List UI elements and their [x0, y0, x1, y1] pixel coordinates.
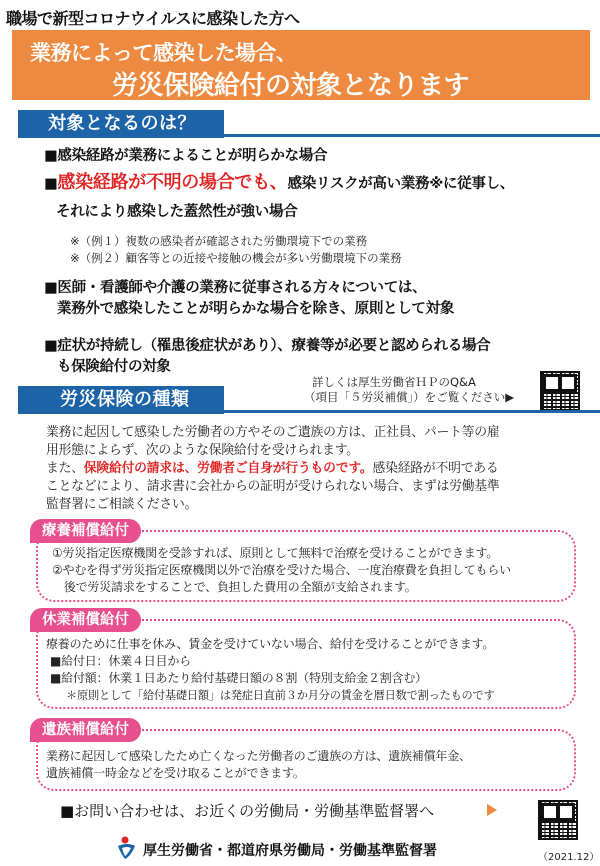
- bullet-medical-line2: 業務外で感染したことが明らかな場合を除き、原則として対象: [57, 301, 455, 317]
- intro-para-line2: 用形態によらず、次のような保険給付を受けられます。: [46, 443, 359, 458]
- bullet-route-unknown-line2: それにより感染した蓋然性が強い場合: [56, 204, 298, 220]
- claim-para-suffix: 感染経路が不明である: [372, 461, 499, 476]
- reference-text: [304, 375, 514, 405]
- reference-line1: 詳しくは厚生労働省ＨＰのQ&A: [312, 375, 476, 389]
- benefit-title-survivor: 遺族補償給付: [30, 718, 141, 742]
- benefit-title-medical: 療養補償給付: [30, 519, 141, 543]
- mhlw-logo-icon: [115, 834, 139, 860]
- issue-date: （2021.12）: [538, 852, 600, 863]
- note-example1: ※（例１）複数の感染者が確認された労働環境下での業務: [70, 234, 368, 248]
- benefit-medical-line1: ①労災指定医療機関を受診すれば、原則として無料で治療を受けることができます。: [52, 546, 499, 560]
- claim-para-line2: ことなどにより、請求書に会社からの証明が受けられない場合、まずは労働基準: [46, 479, 500, 494]
- triangle-right-icon: [487, 804, 497, 816]
- qr-code-icon-footer[interactable]: [538, 800, 578, 840]
- note-example2: ※（例２）顧客等との近接や接触の機会が多い労働環境下の業務: [70, 251, 402, 265]
- benefit-leave-line2: ■給付日：休業４日目から: [50, 654, 191, 668]
- organization-name: 厚生労働省・都道府県労働局・労働基準監督署: [143, 843, 437, 859]
- bullet-red-emphasis: 感染経路が不明の場合でも、: [57, 172, 288, 193]
- banner-line1: 業務によって感染した場合、: [30, 41, 297, 65]
- claim-para-emphasis: 保険給付の請求は、労働者ご自身が行うものです。: [83, 461, 373, 476]
- claim-para-line1: [46, 460, 499, 478]
- bullet-rest: 感染リスクが高い業務※に従事し、: [287, 176, 515, 192]
- bullet-medical-line1: ■医師・看護師や介護の業務に従事される方々については、: [44, 280, 427, 296]
- benefit-leave-line1: 療養のために仕事を休み、賃金を受けていない場合、給付を受けることができます。: [46, 637, 495, 651]
- benefit-title-leave: 休業補償給付: [30, 608, 141, 632]
- claim-para-line3: 監督署にご相談ください。: [46, 497, 198, 512]
- bullet-route-unknown: [44, 172, 514, 195]
- bullet-mark: ■: [44, 176, 58, 192]
- section1-heading: 対象となるのは？: [18, 110, 224, 138]
- title-banner: [12, 30, 590, 100]
- contact-text: ■お問い合わせは、お近くの労働局・労働基準監督署へ: [60, 802, 435, 820]
- qr-code-icon[interactable]: [540, 371, 580, 411]
- benefit-survivor-line2: 遺族補償一時金などを受け取ることができます。: [46, 766, 305, 780]
- bullet-long-covid-line1: ■症状が持続し（罹患後症状があり）、療養等が必要と認められる場合: [44, 338, 491, 354]
- reference-line2: （項目「５労災補償」）をご覧ください▶: [304, 390, 515, 404]
- intro-para-line1: 業務に起因して感染した労働者の方やそのご遺族の方は、正社員、パート等の雇: [46, 425, 500, 440]
- banner-line2: 労災保険給付の対象となります: [112, 71, 470, 101]
- bullet-long-covid-line2: も保険給付の対象: [57, 359, 171, 375]
- section2-heading: 労災保険の種類: [18, 386, 224, 414]
- benefit-medical-line2: ②やむを得ず労災指定医療機関以外で治療を受けた場合、一度治療費を負担してもらい: [52, 563, 511, 577]
- claim-para-prefix: また、: [46, 461, 84, 476]
- benefit-leave-note: ＊原則として「給付基礎日額」は発症日直前３か月分の賃金を暦日数で割ったものです: [66, 689, 495, 702]
- benefit-survivor-line1: 業務に起因して感染したため亡くなった労働者のご遺族の方は、遺族補償年金、: [46, 749, 471, 763]
- bullet-route-known: ■感染経路が業務によることが明らかな場合: [44, 148, 328, 164]
- top-title: 職場で新型コロナウイルスに感染した方へ: [6, 9, 300, 28]
- benefit-medical-line3: 後で労災請求をすることで、負担した費用の全額が支給されます。: [52, 580, 417, 594]
- benefit-leave-line3: ■給付額：休業１日あたり給付基礎日額の８割（特別支給金２割含む）: [50, 671, 427, 685]
